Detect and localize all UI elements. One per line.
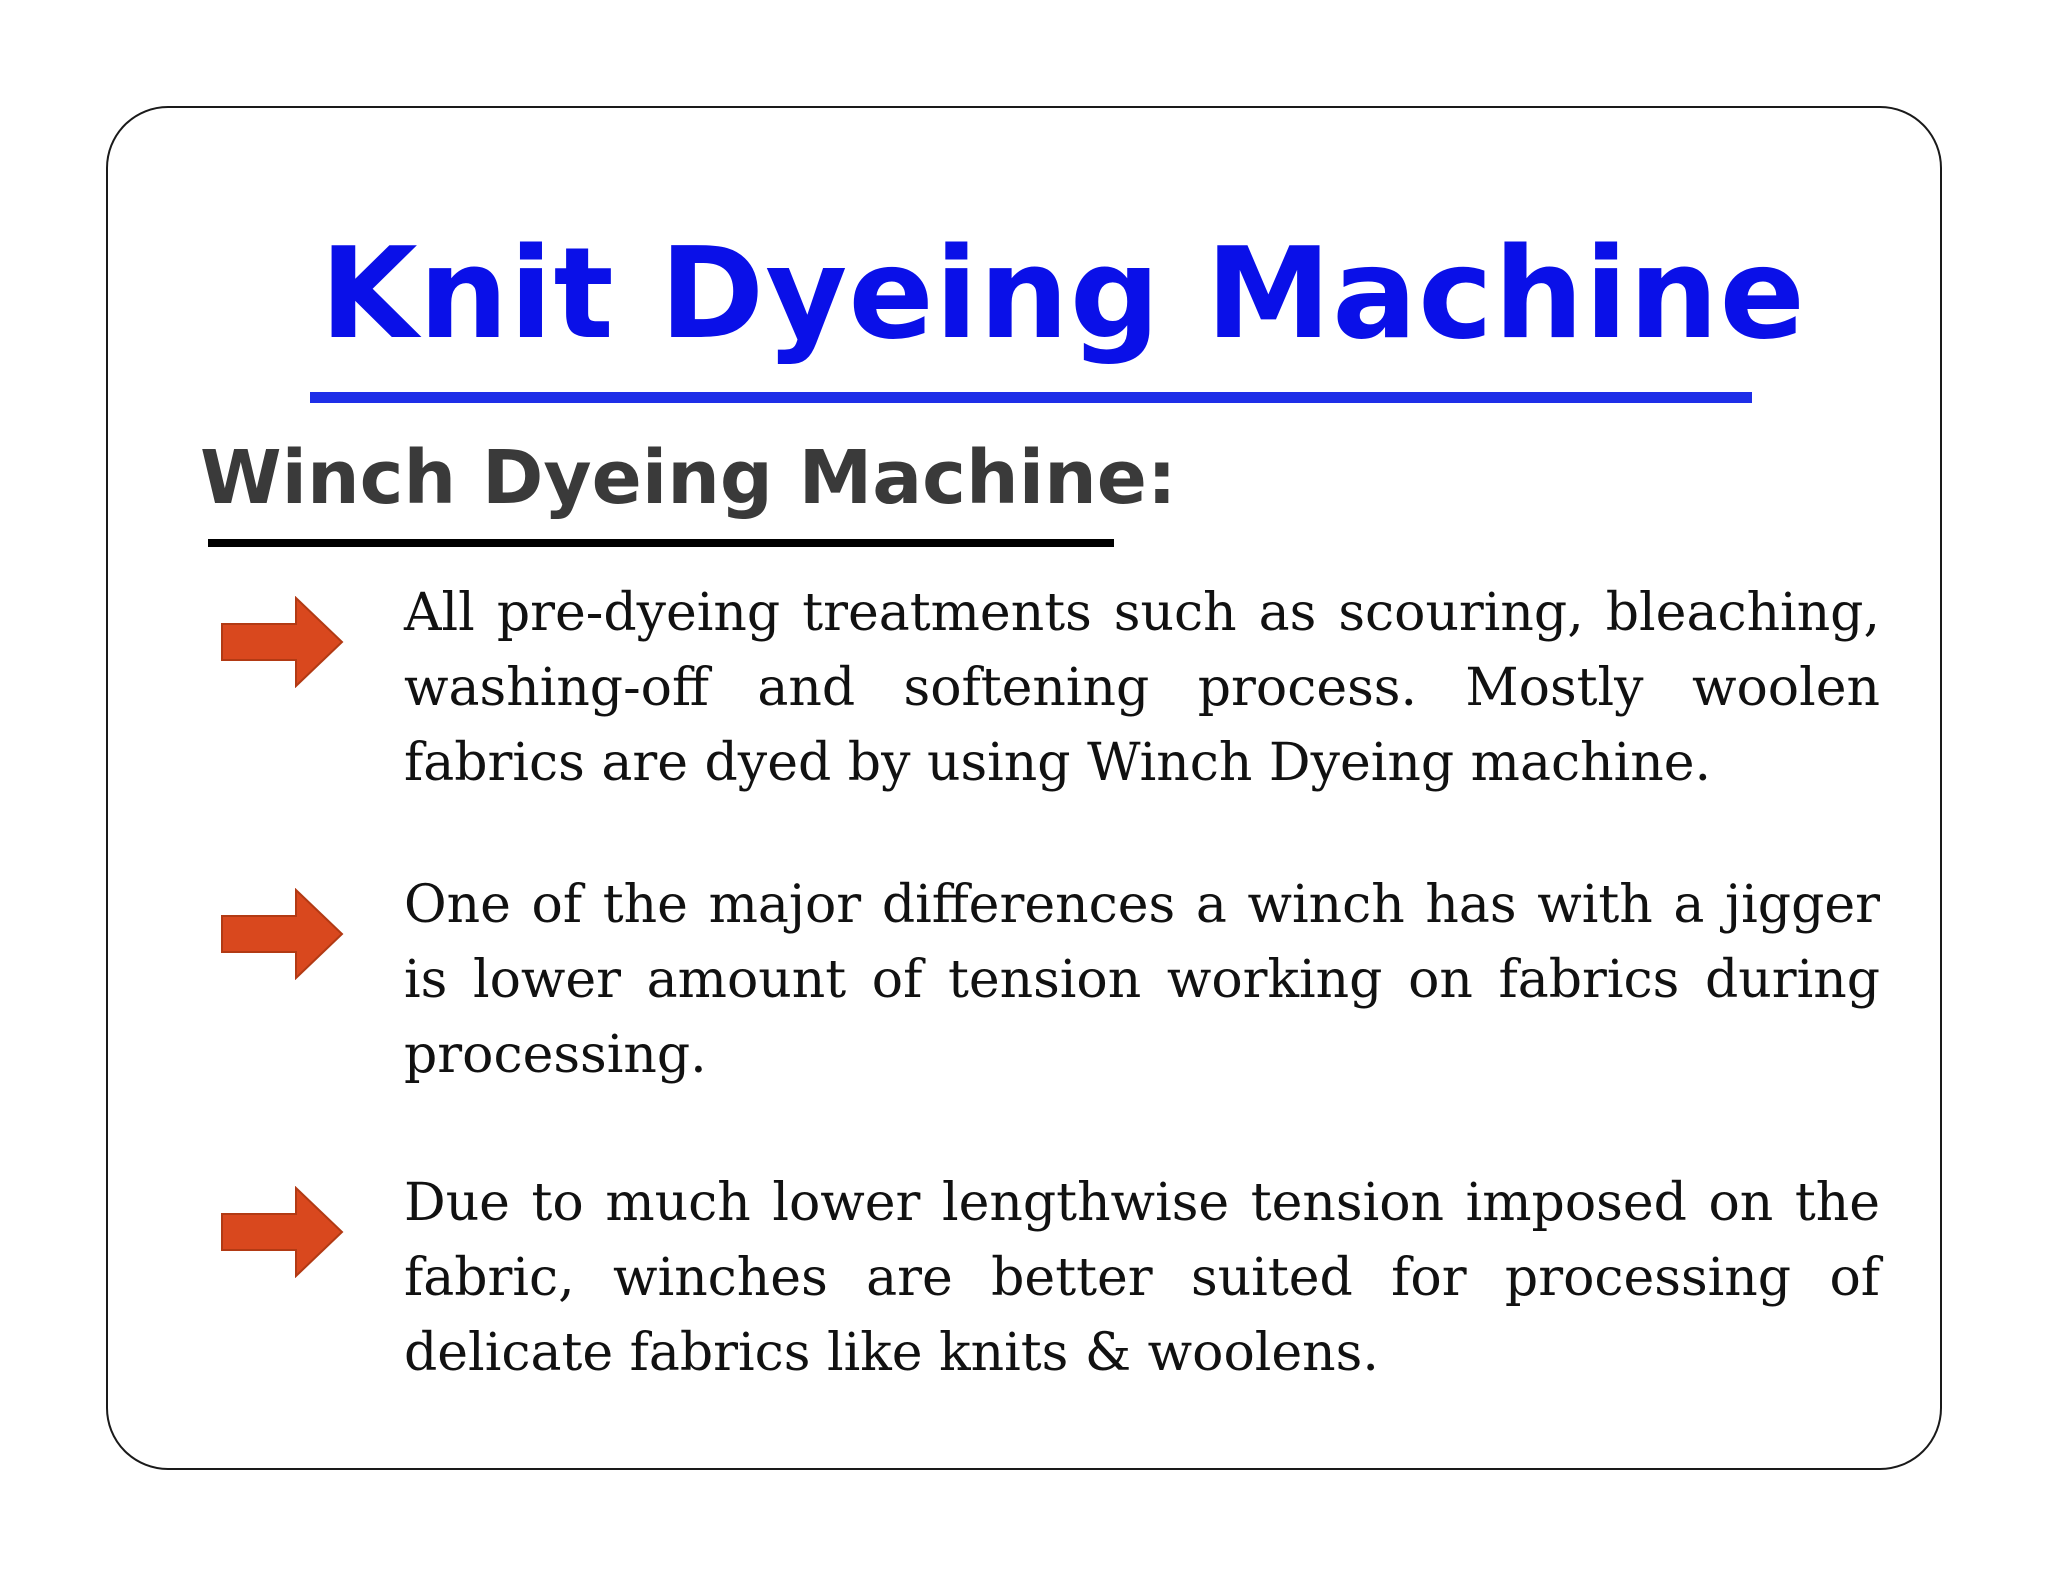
bullet-text: All pre-dyeing treatments such as scouring, bleaching, washing-off and softening process. Mostly woolen fabrics are dyed by using Winch Dyeing machine. <box>404 583 1880 793</box>
right-arrow-icon <box>220 1186 344 1278</box>
title-underline <box>310 392 1752 403</box>
section-underline <box>208 539 1114 547</box>
page-title: Knit Dyeing Machine <box>320 220 1806 367</box>
bullet-text: One of the major differences a winch has with a jigger is lower amount of tension working on fabrics during processing. <box>404 875 1880 1085</box>
bullet-text: Due to much lower lengthwise tension imposed on the fabric, winches are better suited for processing of delicate fabrics like knits & woolens. <box>404 1173 1880 1383</box>
right-arrow-icon <box>220 888 344 980</box>
right-arrow-icon <box>220 596 344 688</box>
section-title: Winch Dyeing Machine: <box>200 435 1177 521</box>
